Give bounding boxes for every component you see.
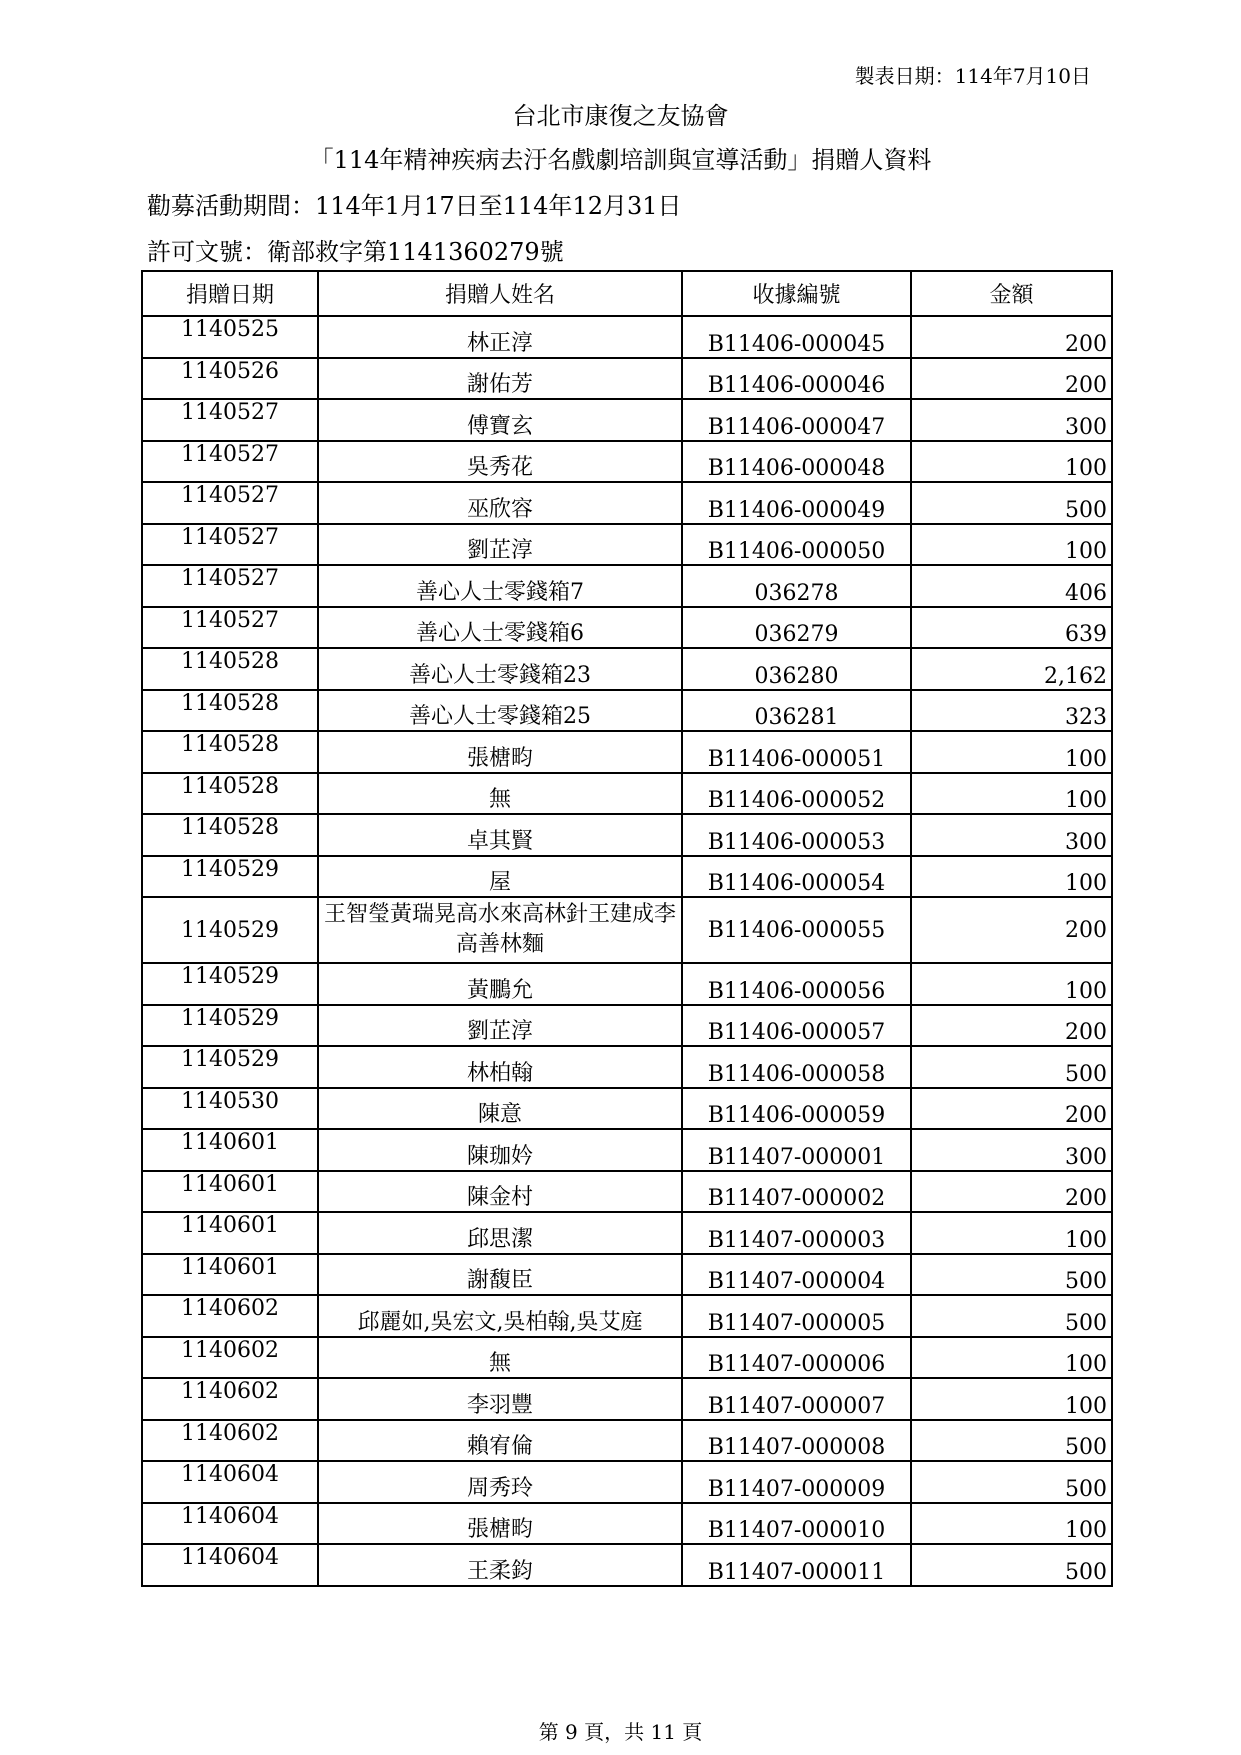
header-receipt-number: 收據編號: [682, 271, 911, 316]
cell-amount: 500: [911, 1046, 1112, 1088]
table-row: [142, 1295, 1112, 1337]
cell-amount: 500: [911, 482, 1112, 524]
cell-amount: 500: [911, 1295, 1112, 1337]
cell-name: 黃鵬允: [318, 963, 682, 1005]
cell-name: 周秀玲: [318, 1461, 682, 1503]
cell-name: 邱麗如,吳宏文,吳柏翰,吳艾庭: [318, 1295, 682, 1337]
cell-amount: 100: [911, 963, 1112, 1005]
cell-receipt: B11406-000058: [682, 1046, 911, 1088]
cell-date: 1140602: [142, 1337, 318, 1379]
header-donor-name: 捐贈人姓名: [318, 271, 682, 316]
cell-date: 1140527: [142, 441, 318, 483]
document-title: 「114年精神疾病去汙名戲劇培訓與宣導活動」捐贈人資料: [309, 146, 932, 174]
cell-name: 謝馥臣: [318, 1254, 682, 1296]
table-row: [142, 773, 1112, 815]
cell-date: 1140527: [142, 399, 318, 441]
cell-receipt: B11406-000048: [682, 441, 911, 483]
table-row: [142, 524, 1112, 566]
cell-amount: 200: [911, 897, 1112, 963]
cell-date: 1140528: [142, 773, 318, 815]
cell-date: 1140604: [142, 1544, 318, 1586]
cell-date: 1140604: [142, 1461, 318, 1503]
cell-amount: 500: [911, 1420, 1112, 1462]
cell-date: 1140529: [142, 963, 318, 1005]
cell-amount: 100: [911, 731, 1112, 773]
table-row: [142, 648, 1112, 690]
table-row: [142, 565, 1112, 607]
cell-date: 1140601: [142, 1212, 318, 1254]
cell-receipt: B11407-000002: [682, 1171, 911, 1213]
table-row: [142, 1171, 1112, 1213]
campaign-period: 勸募活動期間：114年1月17日至114年12月31日: [147, 192, 682, 220]
cell-date: 1140602: [142, 1378, 318, 1420]
cell-date: 1140527: [142, 607, 318, 649]
cell-receipt: B11407-000007: [682, 1378, 911, 1420]
cell-receipt: B11406-000051: [682, 731, 911, 773]
cell-receipt: B11406-000056: [682, 963, 911, 1005]
cell-receipt: 036279: [682, 607, 911, 649]
table-row: [142, 856, 1112, 898]
cell-amount: 300: [911, 1129, 1112, 1171]
table-row: [142, 1212, 1112, 1254]
table-row: [142, 399, 1112, 441]
cell-date: 1140528: [142, 690, 318, 732]
cell-name: 善心人士零錢箱25: [318, 690, 682, 732]
cell-amount: 100: [911, 1378, 1112, 1420]
cell-name: 善心人士零錢箱23: [318, 648, 682, 690]
cell-date: 1140601: [142, 1129, 318, 1171]
header-amount: 金額: [911, 271, 1112, 316]
page-number: 第 9 頁，共 11 頁: [538, 1720, 703, 1744]
cell-receipt: 036281: [682, 690, 911, 732]
cell-amount: 100: [911, 1503, 1112, 1545]
cell-receipt: B11406-000049: [682, 482, 911, 524]
made-date: 製表日期：114年7月10日: [854, 64, 1091, 88]
table-row: [142, 1420, 1112, 1462]
cell-date: 1140529: [142, 1046, 318, 1088]
cell-receipt: B11407-000001: [682, 1129, 911, 1171]
cell-receipt: 036278: [682, 565, 911, 607]
cell-name: 王柔鈞: [318, 1544, 682, 1586]
cell-receipt: B11406-000052: [682, 773, 911, 815]
cell-name: 賴宥倫: [318, 1420, 682, 1462]
cell-date: 1140527: [142, 524, 318, 566]
cell-amount: 323: [911, 690, 1112, 732]
cell-receipt: B11407-000011: [682, 1544, 911, 1586]
cell-receipt: B11407-000010: [682, 1503, 911, 1545]
table-row: [142, 316, 1112, 358]
cell-receipt: B11406-000055: [682, 897, 911, 963]
cell-amount: 639: [911, 607, 1112, 649]
cell-amount: 100: [911, 524, 1112, 566]
table-row: [142, 441, 1112, 483]
table-row: [142, 731, 1112, 773]
cell-amount: 200: [911, 316, 1112, 358]
cell-receipt: B11406-000045: [682, 316, 911, 358]
cell-date: 1140529: [142, 856, 318, 898]
cell-receipt: 036280: [682, 648, 911, 690]
table-row: [142, 690, 1112, 732]
cell-date: 1140526: [142, 358, 318, 400]
cell-amount: 100: [911, 1337, 1112, 1379]
cell-amount: 200: [911, 1005, 1112, 1047]
cell-receipt: B11407-000009: [682, 1461, 911, 1503]
cell-name: 屋: [318, 856, 682, 898]
table-row: [142, 1503, 1112, 1545]
table-row: [142, 1254, 1112, 1296]
cell-name: 傅寶玄: [318, 399, 682, 441]
cell-name: 善心人士零錢箱6: [318, 607, 682, 649]
cell-date: 1140602: [142, 1420, 318, 1462]
cell-receipt: B11407-000004: [682, 1254, 911, 1296]
cell-name: 卓其賢: [318, 814, 682, 856]
cell-amount: 300: [911, 399, 1112, 441]
cell-name: 張榶畇: [318, 1503, 682, 1545]
cell-date: 1140529: [142, 897, 318, 963]
cell-date: 1140527: [142, 482, 318, 524]
cell-name: 劉芷淳: [318, 524, 682, 566]
cell-amount: 406: [911, 565, 1112, 607]
cell-name: 李羽豐: [318, 1378, 682, 1420]
table-row: [142, 814, 1112, 856]
cell-name: 劉芷淳: [318, 1005, 682, 1047]
cell-name: 張榶畇: [318, 731, 682, 773]
cell-date: 1140525: [142, 316, 318, 358]
cell-name: 邱思潔: [318, 1212, 682, 1254]
cell-amount: 100: [911, 856, 1112, 898]
cell-name: 無: [318, 773, 682, 815]
cell-amount: 200: [911, 1088, 1112, 1130]
cell-receipt: B11407-000003: [682, 1212, 911, 1254]
table-row: [142, 1129, 1112, 1171]
cell-receipt: B11407-000005: [682, 1295, 911, 1337]
table-row: [142, 607, 1112, 649]
cell-date: 1140528: [142, 731, 318, 773]
cell-name: 林正淳: [318, 316, 682, 358]
cell-name: 吳秀花: [318, 441, 682, 483]
cell-date: 1140528: [142, 814, 318, 856]
table-row: [142, 358, 1112, 400]
table-header-row: [142, 271, 1112, 316]
permit-number: 許可文號：衛部救字第1141360279號: [147, 238, 564, 266]
cell-date: 1140601: [142, 1254, 318, 1296]
table-row: [142, 1337, 1112, 1379]
cell-receipt: B11406-000046: [682, 358, 911, 400]
cell-name: 林柏翰: [318, 1046, 682, 1088]
table-row: [142, 1005, 1112, 1047]
table-row: [142, 1088, 1112, 1130]
donor-table: [141, 270, 1113, 1587]
cell-name: 謝佑芳: [318, 358, 682, 400]
cell-name: 陳珈妗: [318, 1129, 682, 1171]
cell-amount: 500: [911, 1254, 1112, 1296]
cell-date: 1140528: [142, 648, 318, 690]
table-row: [142, 482, 1112, 524]
table-row: [142, 897, 1112, 963]
table-row: [142, 963, 1112, 1005]
cell-name: 無: [318, 1337, 682, 1379]
cell-date: 1140602: [142, 1295, 318, 1337]
cell-receipt: B11406-000054: [682, 856, 911, 898]
organization-name: 台北市康復之友協會: [512, 102, 729, 130]
table-row: [142, 1378, 1112, 1420]
cell-receipt: B11407-000006: [682, 1337, 911, 1379]
cell-receipt: B11406-000059: [682, 1088, 911, 1130]
table-row: [142, 1046, 1112, 1088]
cell-amount: 100: [911, 1212, 1112, 1254]
cell-amount: 200: [911, 358, 1112, 400]
cell-date: 1140601: [142, 1171, 318, 1213]
cell-amount: 500: [911, 1544, 1112, 1586]
header-date: 捐贈日期: [142, 271, 318, 316]
cell-amount: 100: [911, 441, 1112, 483]
cell-date: 1140530: [142, 1088, 318, 1130]
table-row: [142, 1461, 1112, 1503]
cell-date: 1140529: [142, 1005, 318, 1047]
cell-amount: 500: [911, 1461, 1112, 1503]
cell-receipt: B11406-000053: [682, 814, 911, 856]
cell-name: 陳金村: [318, 1171, 682, 1213]
cell-name: 陳意: [318, 1088, 682, 1130]
cell-receipt: B11406-000057: [682, 1005, 911, 1047]
cell-amount: 2,162: [911, 648, 1112, 690]
cell-receipt: B11406-000050: [682, 524, 911, 566]
cell-name: 王智瑩黃瑞晃高水來高林針王建成李高善林麵: [318, 897, 682, 963]
table-row: [142, 1544, 1112, 1586]
cell-amount: 200: [911, 1171, 1112, 1213]
cell-receipt: B11406-000047: [682, 399, 911, 441]
cell-name: 善心人士零錢箱7: [318, 565, 682, 607]
cell-name: 巫欣容: [318, 482, 682, 524]
cell-date: 1140604: [142, 1503, 318, 1545]
cell-date: 1140527: [142, 565, 318, 607]
cell-receipt: B11407-000008: [682, 1420, 911, 1462]
cell-amount: 300: [911, 814, 1112, 856]
cell-amount: 100: [911, 773, 1112, 815]
